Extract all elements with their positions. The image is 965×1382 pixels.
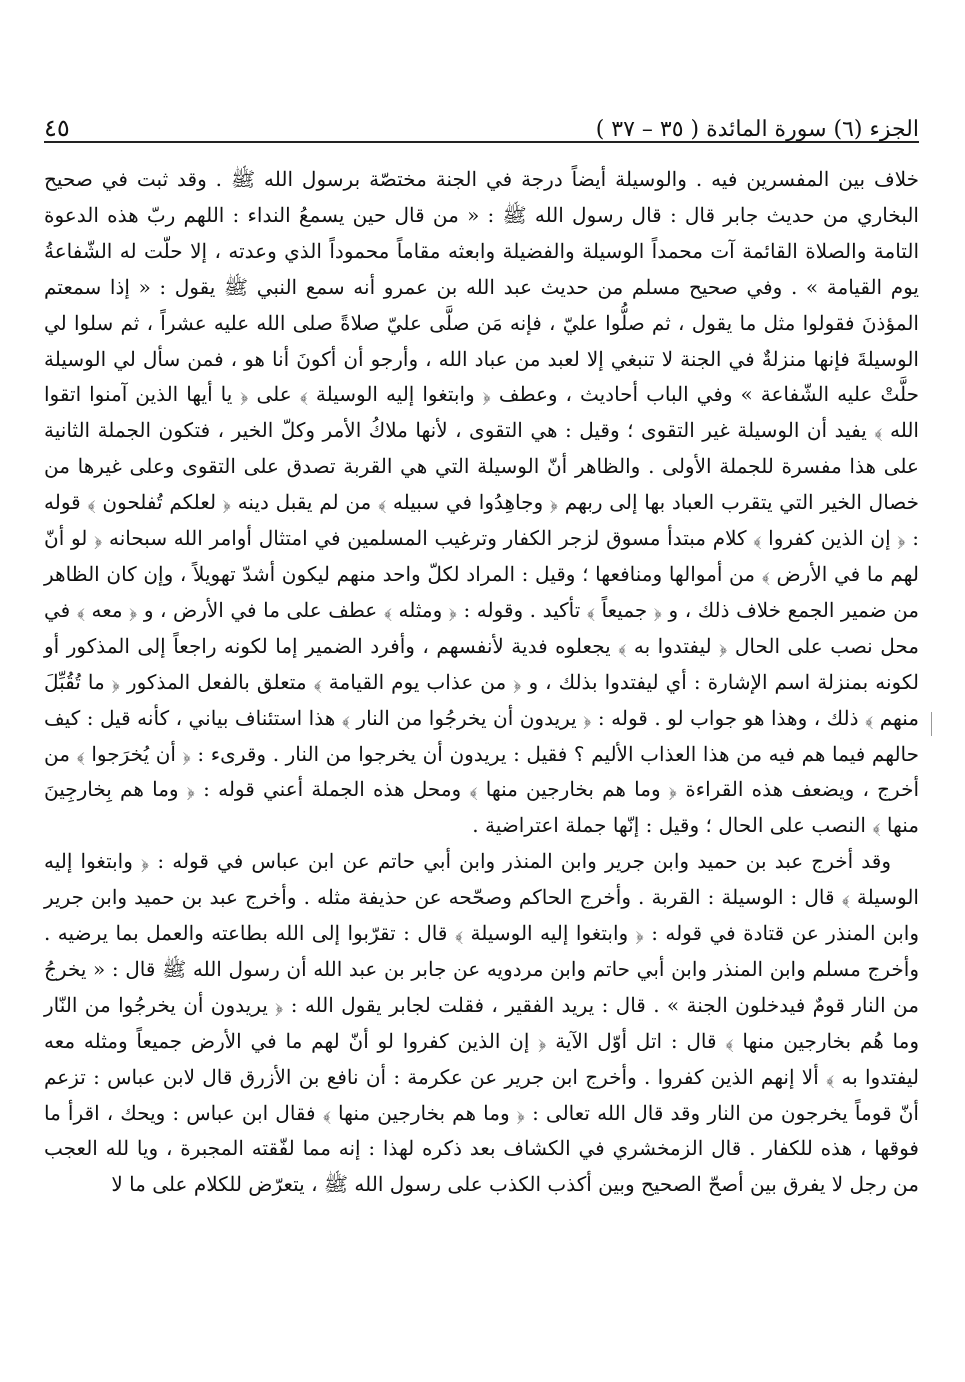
margin-mark <box>931 712 932 736</box>
page-number: ٤٥ <box>44 114 70 142</box>
running-header <box>44 108 919 142</box>
paragraph-narrations: وقد أخرج عبد بن حميد وابن جرير وابن المنذر وابن أبي حاتم عن ابن عباس في قوله : ﴿ وابتغوا إليه الوسيلة ﴾ قال : الوسيلة : القربة . وأخرج الحاكم وصحّحه عن حذيفة مثله . وأخرج عبد بن حميد وابن جرير وابن المنذر عن قتادة في قوله : ﴿ وابتغوا إليه الوسيلة ﴾ قال : تقرّبوا إلى الله بطاعته والعمل بما يرضيه . وأخرج مسلم وابن المنذر وابن أبي حاتم وابن مردويه عن جابر بن عبد الله أن رسول الله ﷺ قال : « يخرجُ من النار قومٌ فيدخلون الجنة » . قال : يريد الفقير ، فقلت لجابر يقول الله : ﴿ يريدون أن يخرجُوا من النّار وما هُم بخارجين منها ﴾ قال : اتل أوّل الآية ﴿ إن الذين كفروا لو أنّ لهم ما في الأرض جميعاً ومثله معه ليفتدوا به ﴾ ألا إنهم الذين كفروا . وأخرج ابن جرير عن عكرمة : أن نافع بن الأزرق قال لابن عباس : تزعم أنّ قوماً يخرجون من النار وقد قال الله تعالى : ﴿ وما هم بخارجين منها ﴾ فقال ابن عباس : ويحك ، اقرأ ما فوقها ، هذه للكفار . قال الزمخشري في الكشاف بعد ذكره لهذا : إنه مما لفّقته المجبرة ، ويا لله العجب من رجل لا يفرق بين أصحّ الصحيح وبين أكذب الكذب على رسول الله ﷺ ، يتعرّض للكلام على ما لا <box>44 849 919 1197</box>
page-body <box>44 162 919 1203</box>
header-title: الجزء (٦) سورة المائدة ( ٣٥ – ٣٧ ) <box>595 117 919 142</box>
paragraph-tafsir: خلاف بين المفسرين فيه . والوسيلة أيضاً درجة في الجنة مختصّة برسول الله ﷺ . وقد ثبت في صحيح البخاري من حديث جابر قال : قال رسول الله ﷺ : « من قال حين يسمعُ النداء : اللهم ربّ هذه الدعوة التامة والصلاة القائمة آت محمداً الوسيلة والفضيلة وابعثه مقاماً محموداً الذي وعدته ، إلا حلّت له الشّفاعةُ يوم القيامة » . وفي صحيح مسلم من حديث عبد الله بن عمرو أنه سمع النبي ﷺ يقول : « إذا سمعتم المؤذنَ فقولوا مثل ما يقول ، ثم صلُّوا عليّ ، فإنه مَن صلَّى عليّ صلاةً صلى الله عليه عشراً ، ثم سلوا لي الوسيلةَ فإنها منزلةٌ في الجنة لا تنبغي إلا لعبد من عباد الله ، وأرجو أن أكونَ أنا هو ، فمن سأل لي الوسيلة حلَّتْ عليه الشّفاعة » وفي الباب أحاديث ، وعطف ﴿ وابتغوا إليه الوسيلة ﴾ على ﴿ يا أيها الذين آمنوا اتقوا الله ﴾ يفيد أن الوسيلة غير التقوى ؛ وقيل : هي التقوى ، لأنها ملاكُ الأمر وكلّ الخير ، فتكون الجملة الثانية على هذا مفسرة للجملة الأولى . والظاهر أنّ الوسيلة التي هي القربة تصدق على التقوى وعلى غيرها من خصال الخير التي يتقرب العباد بها إلى ربهم ﴿ وجاهِدُوا في سبيله ﴾ من لم يقبل دينه ﴿ لعلكم تُفلحون ﴾ قوله : ﴿ إن الذين كفروا ﴾ كلام مبتدأ مسوق لزجر الكفار وترغيب المسلمين في امتثال أوامر الله سبحانه ﴿ لو أنّ لهم ما في الأرض ﴾ من أموالها ومنافعها ؛ وقيل : المراد لكلّ واحد منهم ليكون أشدّ تهويلاً ، وإن كان الظاهر من ضمير الجمع خلاف ذلك ، و ﴿ جميعاً ﴾ تأكيد . وقوله : ﴿ ومثله ﴾ عطف على ما في الأرض ، و ﴿ معه ﴾ في محل نصب على الحال ﴿ ليفتدوا به ﴾ يجعلوه فدية لأنفسهم ، وأفرد الضمير إما لكونه راجعاً إلى المذكور أو لكونه بمنزلة اسم الإشارة : أي ليفتدوا بذلك ، و ﴿ من عذاب يوم القيامة ﴾ متعلق بالفعل المذكور ﴿ ما تُقُبِّلَ منهم ﴾ ذلك ، وهذا هو جواب لو . قوله : ﴿ يريدون أن يخرجُوا من النار ﴾ هذا استئناف بياني ، كأنه قيل : كيف حالهم فيما هم فيه من هذا العذاب الأليم ؟ فقيل : يريدون أن يخرجوا من النار . وقرىء : ﴿ أن يُخرَجوا ﴾ من أخرج ، ويضعف هذه القراءة ﴿ وما هم بخارجين منها ﴾ ومحل هذه الجملة أعني قوله : ﴿ وما هم بِخارجِينَ منها ﴾ النصب على الحال ؛ وقيل : إنّها جملة اعتراضية . <box>44 167 920 838</box>
header-divider <box>44 141 919 143</box>
